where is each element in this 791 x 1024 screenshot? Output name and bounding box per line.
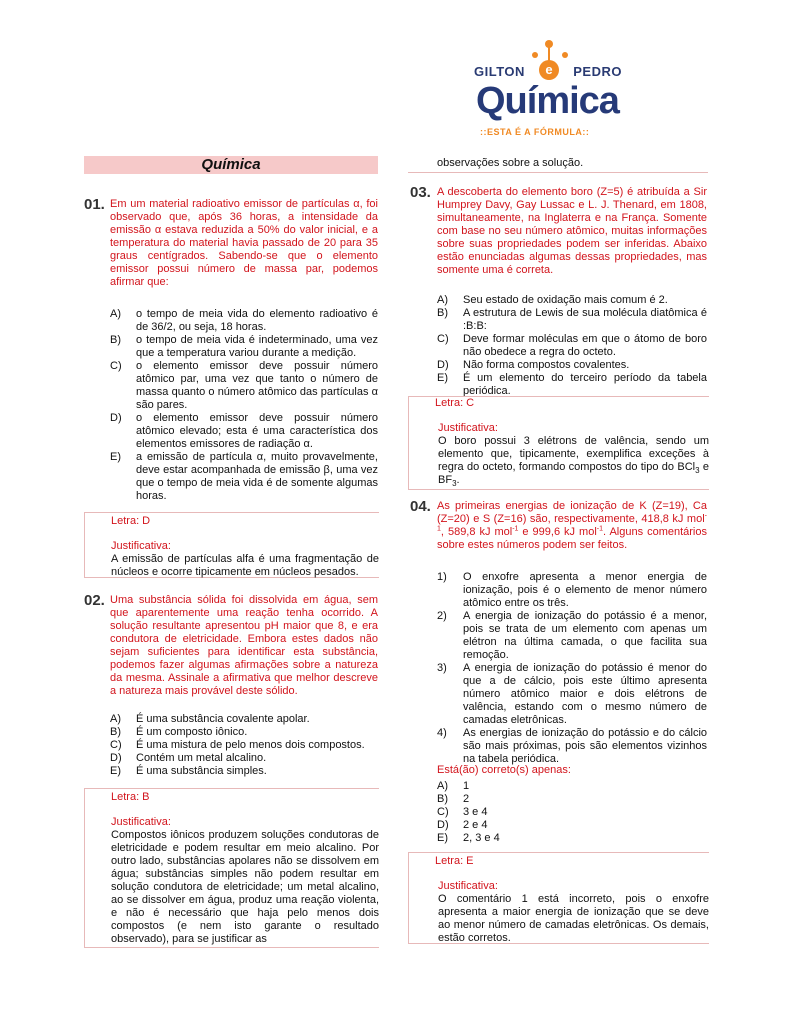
justification-label: Justificativa:	[438, 422, 498, 434]
statement-item	[437, 662, 707, 727]
answer-letter: Letra: D	[111, 515, 151, 527]
option-item-key: B)	[437, 307, 448, 319]
question-number: 02.	[84, 592, 105, 609]
option-list	[437, 294, 707, 398]
statement-item-text: A energia de ionização do potássio é a menor, pois se trata de um elemento com apenas um elétron na última camada, o que facilita sua remoção.	[463, 610, 707, 661]
option-item-key: D)	[437, 359, 449, 371]
justification-text: A emissão de partículas alfa é uma fragmentação de núcleos e ocorre tipicamente em núcleos pesados.	[111, 553, 379, 578]
option-item	[110, 726, 378, 739]
option-item-text: 2 e 4	[463, 819, 488, 831]
option-item-key: B)	[437, 793, 448, 805]
answer-prompt: Está(ão) correto(s) apenas:	[437, 764, 571, 776]
option-item-key: B)	[110, 726, 121, 738]
logo-dot-icon	[562, 52, 568, 58]
option-item	[110, 334, 378, 360]
justification-label: Justificativa:	[111, 540, 171, 552]
continued-text: observações sobre a solução.	[437, 157, 584, 169]
option-item-text: Não forma compostos covalentes.	[463, 359, 630, 371]
logo-main-text: Química	[476, 80, 619, 122]
option-item	[437, 780, 707, 793]
option-item	[437, 333, 707, 359]
option-item	[110, 713, 378, 726]
logo-left-text: GILTON	[474, 64, 525, 79]
option-list	[110, 308, 378, 503]
answer-letter: Letra: E	[435, 855, 474, 867]
statement-item-text: As energias de ionização do potássio e do cálcio são mais próximas, pois são elementos vizinhos na tabela periódica.	[463, 727, 707, 765]
option-list	[110, 713, 378, 778]
option-item-key: C)	[110, 739, 122, 751]
option-item-text: Contém um metal alcalino.	[136, 752, 267, 764]
option-item	[437, 832, 707, 845]
answer-box	[408, 852, 709, 944]
option-item	[437, 294, 707, 307]
option-item-text: É uma mistura de pelo menos dois compostos.	[136, 739, 365, 751]
question-number: 03.	[410, 184, 431, 201]
option-item-key: E)	[437, 372, 448, 384]
option-item-text: o tempo de meia vida é indeterminado, uma vez que a temperatura variou durante a medição.	[136, 334, 378, 359]
option-item-key: C)	[437, 333, 449, 345]
option-item-key: A)	[110, 713, 121, 725]
page-title: Química	[84, 156, 378, 174]
option-item	[437, 372, 707, 398]
option-item-text: A estrutura de Lewis de sua molécula diatômica é :B:B:	[463, 307, 707, 332]
statement-item	[437, 610, 707, 662]
logo-right-text: PEDRO	[573, 64, 622, 79]
question-text: Uma substância sólida foi dissolvida em água, sem que aparentemente uma reação tenha ocorrido. A solução resultante apresentou pH maior que 8, e era condutora de eletricidade. Embora estes dados não sejam suficientes para identificar esta substância, podemos fazer algumas afirmações sobre a natureza da mesma. Assinale a afirmativa que melhor descreve a natureza mais provável deste sólido.	[110, 594, 378, 697]
answer-box	[84, 788, 379, 948]
statement-item-key: 1)	[437, 571, 447, 583]
logo-tagline: ::ESTA É A FÓRMULA::	[480, 127, 590, 137]
option-item	[437, 793, 707, 806]
statement-item-text: A energia de ionização do potássio é menor do que a de cálcio, pois este último apresenta número atômico maior e dois elétrons de valência, estando com o mesmo número de camadas eletrônicas.	[463, 662, 707, 726]
justification-label: Justificativa:	[111, 816, 171, 828]
option-item-text: 2, 3 e 4	[463, 832, 500, 844]
option-item	[110, 451, 378, 503]
justification-text: O comentário 1 está incorreto, pois o enxofre apresenta a maior energia de ionização que se deve ao menor número de camadas eletrônicas. Os demais, estão corretos.	[438, 893, 709, 944]
logo	[474, 40, 624, 140]
answer-box	[408, 396, 709, 490]
statement-item	[437, 571, 707, 610]
option-item-text: o elemento emissor deve possuir número atômico elevado; esta é uma característica dos elementos emissores de radiação α.	[136, 412, 378, 450]
option-item-text: 3 e 4	[463, 806, 488, 818]
answer-letter: Letra: B	[111, 791, 150, 803]
option-item-text: 1	[463, 780, 470, 792]
statement-item-key: 4)	[437, 727, 447, 739]
option-item	[437, 307, 707, 333]
option-item	[110, 308, 378, 334]
option-list	[437, 780, 707, 845]
option-item	[110, 360, 378, 412]
option-item-key: D)	[110, 752, 122, 764]
option-item	[110, 752, 378, 765]
question-text: As primeiras energias de ionização de K (Z=19), Ca (Z=20) e S (Z=16) são, respectivamente, 418,8 kJ mol$^{-1}$, 589,8 kJ mol$^{-1}$ e 999,6 kJ mol$^{-1}$. Alguns comentários sobre estes números podem ser feitos.	[437, 500, 707, 551]
option-item-key: A)	[437, 780, 448, 792]
option-item-key: D)	[437, 819, 449, 831]
question-text: A descoberta do elemento boro (Z=5) é atribuída a Sir Humprey Davy, Gay Lussac e L. J. Thenard, em 1808, simultaneamente, na Inglaterra e na França. Somente com base no seu número atômico, muitas informações sobre suas propriedades podem ser inferidas. Abaixo estão enunciadas algumas dessas propriedades, mas somente uma é correta.	[437, 186, 707, 276]
divider	[408, 172, 708, 173]
statement-item	[437, 727, 707, 766]
option-item-text: É uma substância covalente apolar.	[136, 713, 310, 725]
option-item-key: C)	[437, 806, 449, 818]
question-number: 01.	[84, 196, 105, 213]
option-item-key: B)	[110, 334, 121, 346]
logo-e-icon: e	[539, 60, 559, 80]
justification-text: O boro possui 3 elétrons de valência, sendo um elemento que, tipicamente, exemplifica exceções à regra do octeto, formando compostos do tipo do BCl$_3$ e $BF_3$.	[438, 435, 709, 489]
option-item-text: a emissão de partícula α, muito provavelmente, deve estar acompanhada de emissão β, uma vez que o tempo de meia vida é de somente algumas horas.	[136, 451, 378, 502]
statement-item-key: 2)	[437, 610, 447, 622]
question-text: Em um material radioativo emissor de partículas α, foi observado que, após 36 horas, a intensidade da emissão α estava reduzida a 50% do valor inicial, e a temperatura do material havia passado de 20 para 35 graus centígrados. Sabendo-se que o elemento emissor possui número de massa par, podemos afirmar que:	[110, 198, 378, 288]
justification-text: Compostos iônicos produzem soluções condutoras de eletricidade e podem resultar em meio alcalino. Por outro lado, substâncias apolares não se dissolvem em água; substâncias simples não podem resultar em solução condutora de eletricidade; um metal alcalino, ao se dissolver em água, produz uma reação violenta, e não é necessário que haja pelo menos dois compostos (e nem isto garante o resultado observado), para se justificar as	[111, 829, 379, 945]
justification-label: Justificativa:	[438, 880, 498, 892]
option-item-text: o elemento emissor deve possuir número atômico par, uma vez que tanto o número de massa quanto o número atômico das partículas α são pares.	[136, 360, 378, 411]
question-number: 04.	[410, 498, 431, 515]
option-item-text: 2	[463, 793, 470, 805]
option-item-key: D)	[110, 412, 122, 424]
option-item-text: Deve formar moléculas em que o átomo de boro não obedece a regra do octeto.	[463, 333, 707, 358]
option-item-key: E)	[110, 765, 121, 777]
option-item-key: A)	[110, 308, 121, 320]
option-item-key: E)	[110, 451, 121, 463]
option-item	[110, 412, 378, 451]
option-item-key: A)	[437, 294, 448, 306]
answer-letter: Letra: C	[435, 397, 475, 409]
option-item-key: C)	[110, 360, 122, 372]
statement-item-text: O enxofre apresenta a menor energia de ionização, pois é o elemento de menor número atômico entre os três.	[463, 571, 707, 609]
statement-list	[437, 571, 707, 766]
option-item-key: E)	[437, 832, 448, 844]
option-item	[437, 806, 707, 819]
option-item-text: É um elemento do terceiro período da tabela periódica.	[463, 372, 707, 397]
logo-dot-icon	[532, 52, 538, 58]
option-item	[437, 819, 707, 832]
option-item	[110, 765, 378, 778]
option-item	[110, 739, 378, 752]
option-item-text: Seu estado de oxidação mais comum é 2.	[463, 294, 668, 306]
option-item-text: o tempo de meia vida do elemento radioativo é de 36/2, ou seja, 18 horas.	[136, 308, 378, 333]
statement-item-key: 3)	[437, 662, 447, 674]
option-item-text: É um composto iônico.	[136, 726, 248, 738]
option-item-text: É uma substância simples.	[136, 765, 267, 777]
option-item	[437, 359, 707, 372]
answer-box	[84, 512, 379, 578]
